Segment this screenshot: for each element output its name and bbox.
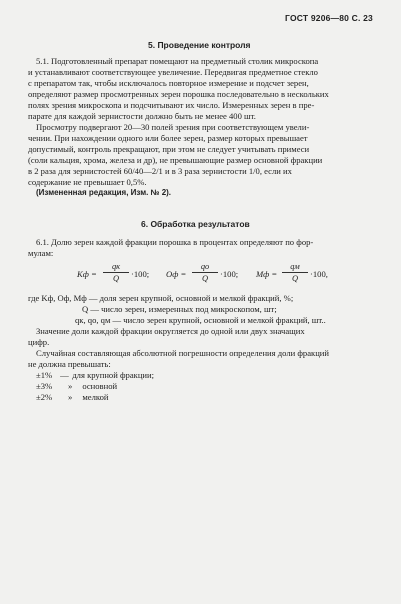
paragraph-line: содержание не превышает 0,5%. <box>28 177 147 187</box>
section-6-title: 6. Обработка результатов <box>141 219 250 229</box>
formula-m-fraction <box>282 262 308 283</box>
formula-multiplier: ·100, <box>310 269 328 279</box>
formula-denominator: Q <box>112 274 120 283</box>
formula-m-numerator: qм <box>290 262 300 271</box>
error-sep: — <box>60 370 69 380</box>
paragraph-line: мулам: <box>28 248 54 258</box>
paragraph-line: 5.1. Подготовленный препарат помещают на предметный столик микроскопа <box>36 56 319 66</box>
page-header: ГОСТ 9206—80 С. 23 <box>285 13 373 23</box>
paragraph-line: допустимый, контроль прекращают, при этом не следует учитывать примеси <box>28 144 310 154</box>
error-item-fine <box>36 392 109 402</box>
formula-multiplier: ·100; <box>220 269 239 279</box>
where-line: где Kф, Oф, Mф — доля зерен крупной, основной и мелкой фракций, %; <box>28 293 294 303</box>
where-line: qк, qо, qм — число зерен крупной, основной и мелкой фракций, шт.. <box>75 315 326 325</box>
formula-m-label: Mф = <box>256 269 278 279</box>
error-item-large <box>36 370 154 380</box>
formula-denominator: Q <box>201 274 209 283</box>
paragraph-line: Значение доли каждой фракции округляется до одной или двух значащих <box>36 326 305 336</box>
formula-o-label: Oф = <box>166 269 187 279</box>
paragraph-line: (соли кальция, хрома, железа и др), не превышающие размер основной фракции <box>28 155 323 165</box>
paragraph-line: Случайная составляющая абсолютной погрешности определения доли фракций <box>36 348 330 358</box>
fraction-bar <box>103 272 129 273</box>
fraction-bar <box>192 272 218 273</box>
error-text: основной <box>82 381 118 391</box>
formula-o-fraction <box>192 262 218 283</box>
error-sep: » <box>68 392 73 402</box>
paragraph-line: и устанавливают соответствующее увеличение. Передвигая предметное стекло <box>28 67 318 77</box>
formula-denominator: Q <box>291 274 299 283</box>
error-value: ±3% <box>36 381 53 391</box>
paragraph-line: парате для каждой зернистости должно быть не менее 400 шт. <box>28 111 256 121</box>
paragraph-line: полях зрения микроскопа и подсчитывают их число. Измеренных зерен в пре- <box>28 100 315 110</box>
paragraph-line: чении. При нахождении одного или более зерен, размер которых превышает <box>28 133 308 143</box>
section-5-title: 5. Проведение контроля <box>148 40 251 50</box>
formula-multiplier: ·100; <box>131 269 150 279</box>
formula-k-label: Kф = <box>77 269 97 279</box>
where-line: Q — число зерен, измеренных под микроскопом, шт; <box>82 304 277 314</box>
formula-o-numerator: qо <box>200 262 210 271</box>
error-text: для крупной фракции; <box>72 370 155 380</box>
paragraph-line: в 2 раза для зернистостей 60/40—2/1 и в 3 раза зернистости 1/0, если их <box>28 166 292 176</box>
error-value: ±1% <box>36 370 53 380</box>
paragraph-line: с препаратом так, чтобы исключалось повторное измерение и подсчет зерен, <box>28 78 309 88</box>
paragraph-line: определяют размер просмотренных зерен порошка последовательно в нескольких <box>28 89 329 99</box>
error-text: мелкой <box>82 392 109 402</box>
fraction-bar <box>282 272 308 273</box>
paragraph-line: не должна превышать: <box>28 359 111 369</box>
error-sep: » <box>68 381 73 391</box>
edition-note: (Измененная редакция, Изм. № 2). <box>36 188 172 197</box>
error-item-main <box>36 381 117 391</box>
formula-k-fraction <box>103 262 129 283</box>
formula-k-numerator: qк <box>111 262 121 271</box>
paragraph-line: цифр. <box>28 337 50 347</box>
paragraph-line: Просмотру подвергают 20—30 полей зрения при соответствующем увели- <box>36 122 310 132</box>
error-value: ±2% <box>36 392 53 402</box>
paragraph-line: 6.1. Долю зерен каждой фракции порошка в процентах определяют по фор- <box>36 237 314 247</box>
